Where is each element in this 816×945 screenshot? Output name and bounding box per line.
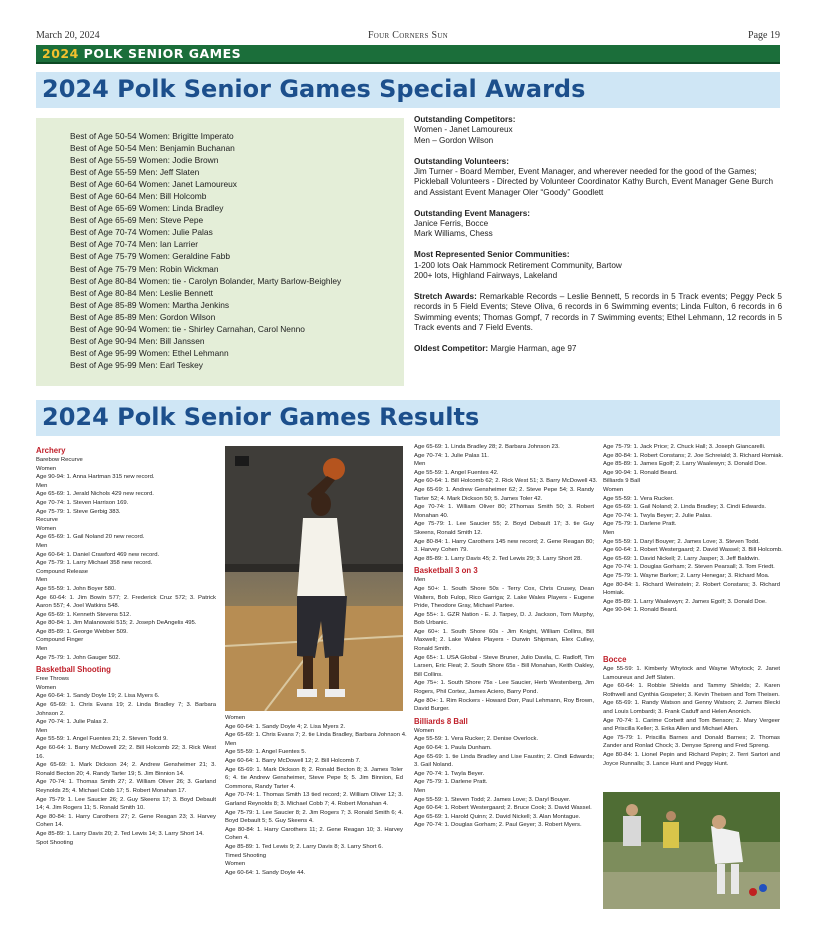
result-line: Age 90-94: 1. Ronald Beard. bbox=[603, 607, 678, 614]
result-line: Age 75-79: 1. Darlene Pratt. bbox=[414, 779, 488, 786]
page-header bbox=[36, 30, 780, 44]
result-line: Age 80-84: 1. Harry Carothers 11; 2. Gene Reagan 10; 3. Harvey Cohen 4. bbox=[225, 826, 403, 842]
result-line: Age 65-69: 1. Andrew Gensheimer 62; 2. Steve Pepe 54; 3. Randy Tarter 52; 4. Mark Dickson 50; 5. James Toler 42. bbox=[414, 486, 594, 502]
result-line: Age 55-59: 1. John Boyer 580. bbox=[36, 585, 116, 592]
results-banner bbox=[36, 400, 780, 436]
result-line: Age 65-69: 1. Harold Quinn; 2. David Nickell; 3. Alan Montague. bbox=[414, 813, 581, 820]
best-of-age-item: Best of Age 55-59 Women: Jodie Brown bbox=[70, 155, 219, 166]
result-line: Age 65-69: 1. Randy Watson and Genny Watson; 2. James Blecki and Louis Lombardi; 3. Frank Caduff and Helen Anonich. bbox=[603, 700, 780, 715]
best-of-age-item: Best of Age 80-84 Women: tie - Carolyn Bolander, Marty Barlow-Beighley bbox=[70, 275, 342, 286]
result-line: Recurve bbox=[36, 517, 58, 524]
result-line: Age 55-59: 1. Angel Fuentes 21; 2. Steven Todd 9. bbox=[36, 736, 168, 743]
result-line: Age 70-74: 1. William Oliver 80; 2Thomas Smith 50; 3. Robert Monahan 40. bbox=[414, 504, 594, 519]
result-line: Age 70-74: 1. Thomas Smith 13 tied record; 2. William Oliver 12; 3. Garland Reynolds 8; 3. Michael Cobb 7; 4. Robert Monahan 4. bbox=[225, 792, 403, 807]
best-of-age-item: Best of Age 70-74 Men: Ian Larrier bbox=[70, 239, 199, 250]
best-of-age-item: Best of Age 75-79 Women: Geraldine Fabb bbox=[70, 251, 230, 262]
result-line: Men bbox=[603, 529, 615, 536]
best-of-age-item: Best of Age 65-69 Women: Linda Bradley bbox=[70, 203, 224, 214]
managers-block bbox=[414, 209, 782, 240]
result-line: Age 80-84: 1. Jim Malanowski 515; 2. Joseph DeAngelis 495. bbox=[36, 620, 197, 627]
result-line: Men bbox=[414, 577, 426, 584]
result-line: Age 90-94: 1. Anna Hartman 315 new record. bbox=[36, 474, 155, 481]
result-line: Age 85-89: 1. Ted Lewis 9; 2. Larry Davis 8; 3. Larry Short 6. bbox=[225, 843, 384, 850]
result-line: Age 85-89: 1. Larry Davis 45; 2. Ted Lewis 29; 3. Larry Short 28. bbox=[414, 555, 582, 562]
result-line: Age 80-84: 1. Richard Weinstein; 2. Robert Constans; 3. Richard Homiak. bbox=[603, 581, 780, 597]
result-line: Billiards 9 Ball bbox=[603, 478, 640, 485]
result-line: Men bbox=[36, 727, 48, 734]
result-line: Age 55-59: 1. Angel Fuentes 42. bbox=[414, 469, 499, 476]
result-line: Compound Release bbox=[36, 568, 89, 575]
result-line: Age 65-69: 1. Mark Dickson 24; 2. Andrew Gensheimer 21; 3. Ronald Becton 20; 4. Randy Tarter 19; 5. Jim Binnion 14. bbox=[36, 762, 216, 777]
result-line: Women bbox=[225, 715, 246, 721]
result-line: Women bbox=[36, 684, 57, 691]
result-line: Age 85-89: 1. George Webber 509. bbox=[36, 628, 128, 635]
result-line: Age 65-69: 1. Chris Evans 7; 2. tie Linda Bradley, Barbara Johnson 4. bbox=[225, 732, 407, 739]
best-of-age-item: Best of Age 70-74 Women: Julie Palas bbox=[70, 227, 213, 238]
best-of-age-item: Best of Age 60-64 Women: Janet Lamoureux bbox=[70, 179, 237, 190]
event-heading: Basketball 3 on 3 bbox=[414, 566, 478, 576]
result-line: Age 55-59: 1. Steven Todd; 2. James Love; 3. Daryl Bouyer. bbox=[414, 796, 571, 803]
best-of-age-list bbox=[70, 130, 341, 371]
volunteers-block bbox=[414, 157, 782, 199]
result-line: Age 75-79: 1. Larry Michael 358 new record. bbox=[36, 560, 153, 567]
result-line: Age 70-74: 1. Julie Palas 2. bbox=[36, 719, 109, 726]
result-line: Age 65-69: 1. Mark Dickson 8; 2. Ronald Becton 8; 3. James Toler 6; 4. tie Andrew Gensheimer, Steve Pepe 5; 5. Jim Binnion, Ed Commons, Randy Tarter 4. bbox=[225, 766, 403, 790]
issue-date: March 20, 2024 bbox=[36, 30, 100, 41]
result-line: Age 60+: 1. South Shore 60s - Jim Knight, William Collins, Bill Maxwell; 2. Lake Wales Players - Durwin Shipman, Elex Culley, Ronald Smith. bbox=[414, 628, 594, 653]
result-line: Age 80-84: 1. Robert Constans; 2. Joe Schreiald; 3. Richard Homiak. bbox=[603, 452, 784, 459]
competitors-men: Men – Gordon Wilson bbox=[414, 135, 494, 145]
result-line: Women bbox=[225, 861, 246, 868]
event-heading: Basketball Shooting bbox=[36, 665, 111, 675]
result-line: Age 60-64: 1. Barry McDowell 22; 2. Bill Holcomb 22; 3. Rick West 16. bbox=[36, 745, 216, 760]
result-line: Timed Shooting bbox=[225, 852, 267, 859]
best-of-age-item: Best of Age 85-89 Women: Martha Jenkins bbox=[70, 299, 230, 310]
result-line: Barebow Recurve bbox=[36, 457, 83, 463]
result-line: Age 60-64: 1. Sandy Doyle 44. bbox=[225, 869, 306, 876]
result-line: Age 75-79: 1. Lee Saucier 55; 2. Boyd Debault 17; 3. tie Guy Skeens, Ronald Smith 12. bbox=[414, 521, 594, 536]
result-line: Age 60-64: 1. Jim Bowin 577; 2. Frederick Cruz 572; 3. Patrick Aaron 557; 4. Joel Watkins 548. bbox=[36, 594, 216, 610]
result-line: Age 75-79: 1. Priscilla Barnes and Donald Barnes; 2. Thomas Zander and Ronlad Chock; 3. Denyse Spreng and Fred Spreng. bbox=[603, 734, 780, 750]
result-line: Men bbox=[36, 646, 48, 653]
basketball-player-image bbox=[225, 446, 403, 711]
best-of-age-box bbox=[36, 118, 404, 386]
basketball-photo bbox=[225, 446, 403, 711]
result-line: Age 60-64: 1. Robert Westergaard; 2. David Wassel; 3. Bill Holcomb. bbox=[603, 547, 783, 554]
section-bar-title bbox=[42, 46, 241, 61]
result-line: Women bbox=[414, 727, 435, 734]
best-of-age-item: Best of Age 85-89 Men: Gordon Wilson bbox=[70, 311, 216, 322]
result-line: Age 75-79: 1. Jack Price; 2. Chuck Hall; 3. Joseph Giancarelli. bbox=[603, 444, 766, 450]
result-line: Age 55-59: 1. Vera Rucker. bbox=[603, 495, 674, 502]
result-line: Age 55-59: 1. Vera Rucker; 2. Denise Overlock. bbox=[414, 736, 539, 743]
bocce-photo bbox=[603, 792, 780, 909]
result-line: Age 75-79: 1. Darlene Pratt. bbox=[603, 521, 677, 528]
result-line: Age 70-74: 1. Carime Corbett and Tom Benson; 2. Mary Vergeer and Priscilla Keller; 3. Erika Allen and Michael Allen. bbox=[603, 717, 780, 733]
best-of-age-item: Best of Age 75-79 Men: Robin Wickman bbox=[70, 263, 219, 274]
result-line: Age 80-84: 1. Lionel Pepin and Richard Pepin; 2. Terri Sartori and Joyce Runnalls; 3. Lance Hunt and Peggy Hunt. bbox=[603, 751, 780, 767]
awards-heading: 2024 Polk Senior Games Special Awards bbox=[42, 75, 586, 103]
result-line: Age 60-64: 1. Paula Dunham. bbox=[414, 745, 492, 751]
volunteers-label: Outstanding Volunteers: bbox=[414, 156, 509, 166]
result-line: Age 80-84: 1. Harry Carothers 145 new record; 2. Gene Reagan 80; 3. Harvey Cohen 79. bbox=[414, 538, 594, 554]
result-line: Men bbox=[414, 461, 426, 468]
result-line: Age 80+: 1. Rim Rockers - Howard Dorr, Paul Lehmann, Roy Brown, David Burger. bbox=[414, 697, 594, 713]
communities-line2: 200+ lots, Highland Fairways, Lakeland bbox=[414, 271, 558, 281]
best-of-age-item: Best of Age 90-94 Men: Bill Janssen bbox=[70, 335, 205, 346]
result-line: Women bbox=[603, 486, 624, 493]
result-line: Age 70-74: 1. Julie Palas 11. bbox=[414, 452, 489, 459]
section-bar bbox=[36, 45, 780, 64]
result-line: Age 60-64: 1. Sandy Doyle 4; 2. Lisa Myers 2. bbox=[225, 723, 346, 730]
communities-label: Most Represented Senior Communities: bbox=[414, 250, 570, 260]
result-line: Age 65+: 1. USA Global - Steve Bruner, Julio Davila, C. Radloff, Tim Larsen, Eric Fleat; 2. South Shore 65s - Bill Monahan, Keith Oakley, Bill Collins. bbox=[414, 654, 594, 678]
section-bar-year: 2024 bbox=[42, 46, 79, 61]
best-of-age-item: Best of Age 50-54 Women: Brigitte Imperato bbox=[70, 131, 234, 141]
result-line: Free Throws bbox=[36, 676, 69, 683]
result-line: Age 75-79: 1. Lee Saucier 8; 2. Jim Rogers 7; 3. Ronald Smith 6; 4. Boyd Debault 5; 5. Guy Skeens 4. bbox=[225, 809, 403, 825]
communities-line1: 1-200 lots Oak Hammock Retirement Community, Bartow bbox=[414, 260, 622, 270]
best-of-age-item: Best of Age 55-59 Men: Jeff Slaten bbox=[70, 167, 200, 178]
result-line: Age 55-59: 1. Daryl Bouyer; 2. James Love; 3. Steven Todd. bbox=[603, 538, 760, 545]
page-number: Page 19 bbox=[748, 30, 780, 41]
result-line: Age 70-74: 1. Douglas Gorham; 2. Steven Pearsall; 3. Tom Friedt. bbox=[603, 564, 775, 571]
stretch-block bbox=[414, 292, 782, 334]
result-line: Age 75-79: 1. Wayne Barker; 2. Larry Henegar; 3. Richard Moa. bbox=[603, 572, 770, 579]
result-line: Men bbox=[414, 787, 426, 794]
result-line: Compound Finger bbox=[36, 637, 84, 644]
results-column-4-top bbox=[603, 443, 784, 615]
volunteers-text: Jim Turner - Board Member, Event Manager, and wherever needed for the good of the Games; Pickleball Volunteers - Directed by Volunteer Coordinator Kathy Burch, Event Manager Gene Burch and Assistant Event Manager Oler “Goody” Goodlett bbox=[414, 167, 774, 197]
result-line: Age 55-59: 1. Angel Fuentes 5. bbox=[225, 749, 307, 756]
result-line: Age 75-79: 1. Steve Gerbig 383. bbox=[36, 508, 121, 515]
result-line: Age 60-64: 1. Bill Holcomb 62; 2. Rick West 51; 3. Barry McDowell 43. bbox=[414, 478, 598, 485]
result-line: Age 70-74: 1. Thomas Smith 27; 2. William Oliver 26; 3. Garland Reynolds 25; 4. Michael Cobb 17; 5. Robert Monahan 17. bbox=[36, 779, 216, 794]
bocce-players-image bbox=[603, 792, 780, 909]
result-line: Age 90-94: 1. Ronald Beard. bbox=[603, 469, 678, 476]
result-line: Men bbox=[36, 482, 48, 489]
result-line: Age 50+: 1. South Shore 50s - Terry Cox, Chris Crusey, Dean Walters, Bob Fulop, Rico Garriga; 2. Lake Wales Players - Eugene Pride, Theodore Gray, Michael Partee. bbox=[414, 585, 594, 610]
results-column-3 bbox=[414, 443, 598, 830]
results-column-2 bbox=[225, 714, 407, 877]
newspaper-name: Four Corners Sun bbox=[367, 30, 449, 41]
result-line: Age 85-89: 1. Larry Waalewyn; 2. James Egolf; 3. Donald Doe. bbox=[603, 598, 767, 605]
result-line: Age 55-59: 1. Kimberly Whytock and Wayne Whytock; 2. Janet Lamoureux and Jeff Slaten. bbox=[603, 666, 780, 681]
oldest-label: Oldest Competitor: bbox=[414, 343, 489, 353]
best-of-age-item: Best of Age 60-64 Men: Bill Holcomb bbox=[70, 191, 207, 202]
result-line: Age 80-84: 1. Harry Carothers 27; 2. Gene Reagan 23; 3. Harvey Cohen 14. bbox=[36, 813, 216, 829]
awards-banner bbox=[36, 72, 780, 108]
stretch-label: Stretch Awards: bbox=[414, 291, 477, 301]
result-line: Age 65-69: 1. Jerald Nichols 429 new record. bbox=[36, 491, 154, 498]
result-line: Age 65-69: 1. tie Linda Bradley and Lise Faustin; 2. Cindi Edwards; 3. Gail Noland. bbox=[414, 753, 594, 769]
result-line: Age 75-79: 1. John Gauger 502. bbox=[36, 654, 121, 661]
result-line: Age 65-69: 1. Chris Evans 19; 2. Linda Bradley 7; 3. Barbara Johnson 2. bbox=[36, 702, 216, 717]
result-line: Age 85-89: 1. Larry Davis 20; 2. Ted Lewis 14; 3. Larry Short 14. bbox=[36, 830, 204, 837]
event-heading: Bocce bbox=[603, 655, 627, 664]
result-line: Spot Shooting bbox=[36, 839, 74, 846]
result-line: Age 70-74: 1. Twyla Beyer; 2. Julie Palas. bbox=[603, 512, 712, 519]
managers-line1: Janice Ferris, Bocce bbox=[414, 219, 489, 229]
results-column-4-bocce bbox=[603, 652, 780, 768]
stretch-text: Remarkable Records – Leslie Bennett, 5 records in 5 Track events; Peggy Peck 5 records in 5 Field Events; Steve Oliva, 6 records in 6 Swimming events; Linda Fulton, 6 records in 6 Swimming events; Thomas Gompf, 7 records in 7 Swimming events; Ethel Lehmann, 12 records in 5 Track events and 7 Field Events. bbox=[414, 291, 782, 333]
result-line: Age 70-74: 1. Douglas Gorham; 2. Paul Geyer; 3. Robert Myers. bbox=[414, 822, 582, 829]
oldest-block bbox=[414, 344, 782, 354]
result-line: Age 85-89: 1. James Egolf; 2. Larry Waalewyn; 3. Donald Doe. bbox=[603, 461, 767, 468]
managers-line2: Mark Williams, Chess bbox=[414, 229, 493, 239]
result-line: Age 60-64: 1. Robert Westergaard; 2. Bruce Cook; 3. David Wassel. bbox=[414, 805, 592, 812]
result-line: Age 60-64: 1. Daniel Crawford 469 new record. bbox=[36, 551, 160, 558]
best-of-age-item: Best of Age 65-69 Men: Steve Pepe bbox=[70, 215, 204, 226]
section-bar-label: POLK SENIOR GAMES bbox=[83, 46, 242, 61]
result-line: Age 70-74: 1. Twyla Beyer. bbox=[414, 770, 485, 777]
result-line: Age 60-64: 1. Sandy Doyle 19; 2. Lisa Myers 6. bbox=[36, 693, 160, 700]
competitors-block bbox=[414, 115, 782, 146]
result-line: Age 60-64: 1. Robbie Shields and Tammy Shields; 2. Karen Rothwell and Cynthia Gospeter; 3. Kevin Theisen and Tom Theisen. bbox=[603, 683, 780, 698]
best-of-age-item: Best of Age 95-99 Men: Earl Teskey bbox=[70, 359, 203, 370]
result-line: Age 75+: 1. South Shore 75s - Lee Saucier, Herb Westenberg, Jim Rogers, Phil Cortez, James Aciero, Barry Pond. bbox=[414, 680, 594, 696]
results-column-1 bbox=[36, 443, 216, 847]
event-heading: Billiards 8 Ball bbox=[414, 716, 468, 726]
result-line: Men bbox=[36, 542, 48, 549]
result-line: Age 65-69: 1. Kenneth Stevens 512. bbox=[36, 611, 131, 618]
result-line: Age 65-69: 1. David Nickell; 2. Larry Jasper; 3. Jeff Baldwin. bbox=[603, 555, 760, 562]
best-of-age-item: Best of Age 50-54 Men: Benjamin Buchanan bbox=[70, 143, 235, 154]
result-line: Women bbox=[36, 465, 57, 472]
result-line: Men bbox=[36, 577, 48, 584]
event-heading: Archery bbox=[36, 446, 66, 455]
competitors-label: Outstanding Competitors: bbox=[414, 115, 516, 124]
result-line: Age 75-79: 1. Lee Saucier 26; 2. Guy Skeens 17; 3. Boyd Debault 14; 4. Jim Rogers 11; 5. Ronald Smith 10. bbox=[36, 796, 216, 812]
managers-label: Outstanding Event Managers: bbox=[414, 208, 531, 218]
result-line: Age 55+: 1. GZR Nation - E. J. Tarpey, D. J. Jackson, Tom Murphy, Bob Urbanic. bbox=[414, 611, 594, 627]
results-heading: 2024 Polk Senior Games Results bbox=[42, 403, 480, 431]
result-line: Men bbox=[225, 740, 237, 747]
communities-block bbox=[414, 250, 782, 281]
result-line: Age 70-74: 1. Steven Harrison 169. bbox=[36, 499, 129, 506]
result-line: Age 65-69: 1. Linda Bradley 28; 2. Barbara Johnson 23. bbox=[414, 444, 560, 450]
result-line: Age 65-69: 1. Gail Noland 20 new record. bbox=[36, 534, 145, 541]
best-of-age-item: Best of Age 95-99 Women: Ethel Lehmann bbox=[70, 347, 229, 358]
best-of-age-item: Best of Age 90-94 Women: tie - Shirley Carnahan, Carol Nenno bbox=[70, 323, 305, 334]
special-awards-list bbox=[414, 115, 782, 365]
oldest-text: Margie Harman, age 97 bbox=[488, 343, 577, 353]
result-line: Age 65-69: 1. Gail Noland; 2. Linda Bradley; 3. Cindi Edwards. bbox=[603, 504, 767, 511]
competitors-women: Women - Janet Lamoureux bbox=[414, 125, 513, 135]
result-line: Age 60-64: 1. Barry McDowell 12; 2. Bill Holcomb 7. bbox=[225, 757, 361, 764]
best-of-age-item: Best of Age 80-84 Men: Leslie Bennett bbox=[70, 287, 213, 298]
result-line: Women bbox=[36, 525, 57, 532]
